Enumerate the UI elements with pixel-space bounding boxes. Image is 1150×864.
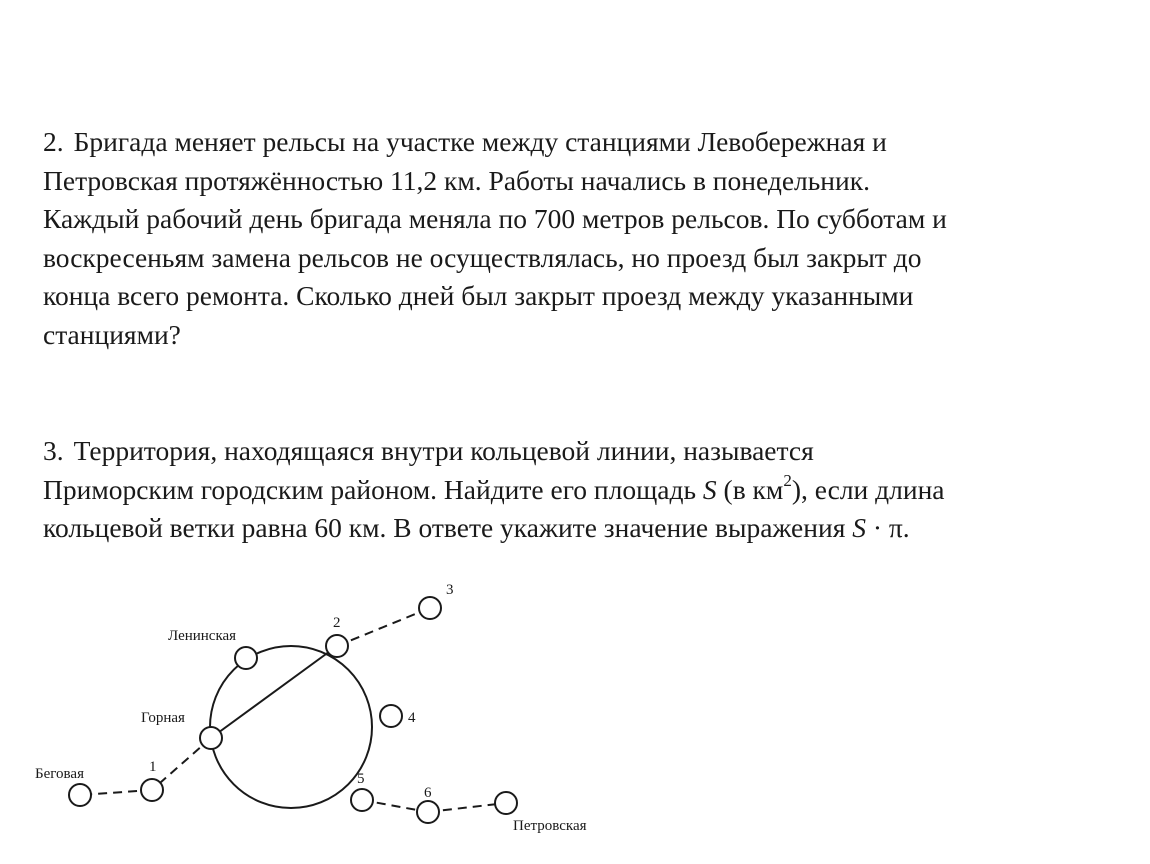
variable-s-2: S bbox=[852, 512, 866, 543]
problem-2-text-1: Бригада меняет рельсы на участке между станциями Левобережная и bbox=[73, 126, 887, 157]
label-leninskaya: Ленинская bbox=[168, 628, 237, 644]
label-num-2: 2 bbox=[333, 615, 341, 631]
problem-2-line-6: станциями? bbox=[43, 318, 181, 350]
chord-line bbox=[211, 646, 337, 738]
label-petrovskaya: Петровская bbox=[513, 818, 587, 834]
variable-s: S bbox=[702, 473, 717, 505]
station-2-marker bbox=[326, 635, 348, 657]
branch-2-3 bbox=[337, 608, 430, 646]
label-gornaya: Горная bbox=[141, 710, 185, 726]
ring-line bbox=[210, 646, 372, 808]
label-num-4: 4 bbox=[408, 710, 416, 726]
label-num-1: 1 bbox=[149, 759, 157, 775]
superscript-2: 2 bbox=[783, 471, 792, 491]
station-5-marker bbox=[351, 789, 373, 811]
station-6-marker bbox=[417, 801, 439, 823]
station-begovaya-marker bbox=[69, 784, 91, 806]
problem-2-line-2: Петровская протяжённостью 11,2 км. Работы начались в понедельник. bbox=[43, 164, 870, 196]
station-petrovskaya-marker bbox=[495, 792, 517, 814]
problem-2-number: 2. bbox=[43, 126, 64, 157]
problem-2-line-4: воскресеньям замена рельсов не осуществлялась, но проезд был закрыт до bbox=[43, 241, 922, 273]
problem-3-text-3b: · π. bbox=[865, 512, 910, 543]
station-1-marker bbox=[141, 779, 163, 801]
problem-3-text-2c: ), если длина bbox=[791, 473, 945, 505]
station-3-marker bbox=[419, 597, 441, 619]
label-num-3: 3 bbox=[446, 582, 454, 598]
problem-3-text-2b: (в км bbox=[716, 473, 784, 505]
station-4-marker bbox=[380, 705, 402, 727]
problem-3-text-2a: Приморским городским районом. Найдите его площадь bbox=[43, 473, 703, 505]
problem-3-number: 3. bbox=[43, 435, 64, 466]
label-num-5: 5 bbox=[357, 771, 365, 787]
label-begovaya: Беговая bbox=[35, 766, 84, 782]
problem-2-line-5: конца всего ремонта. Сколько дней был закрыт проезд между указанными bbox=[43, 280, 914, 311]
problem-2-line-3: Каждый рабочий день бригада меняла по 700 метров рельсов. По субботам и bbox=[43, 203, 947, 234]
problem-3-text-1: Территория, находящаяся внутри кольцевой линии, называется bbox=[73, 435, 814, 466]
label-num-6: 6 bbox=[424, 785, 432, 801]
problem-3-text-3a: кольцевой ветки равна 60 км. В ответе укажите значение выражения bbox=[43, 512, 853, 543]
station-leninskaya-marker bbox=[235, 647, 257, 669]
station-gornaya-marker bbox=[200, 727, 222, 749]
